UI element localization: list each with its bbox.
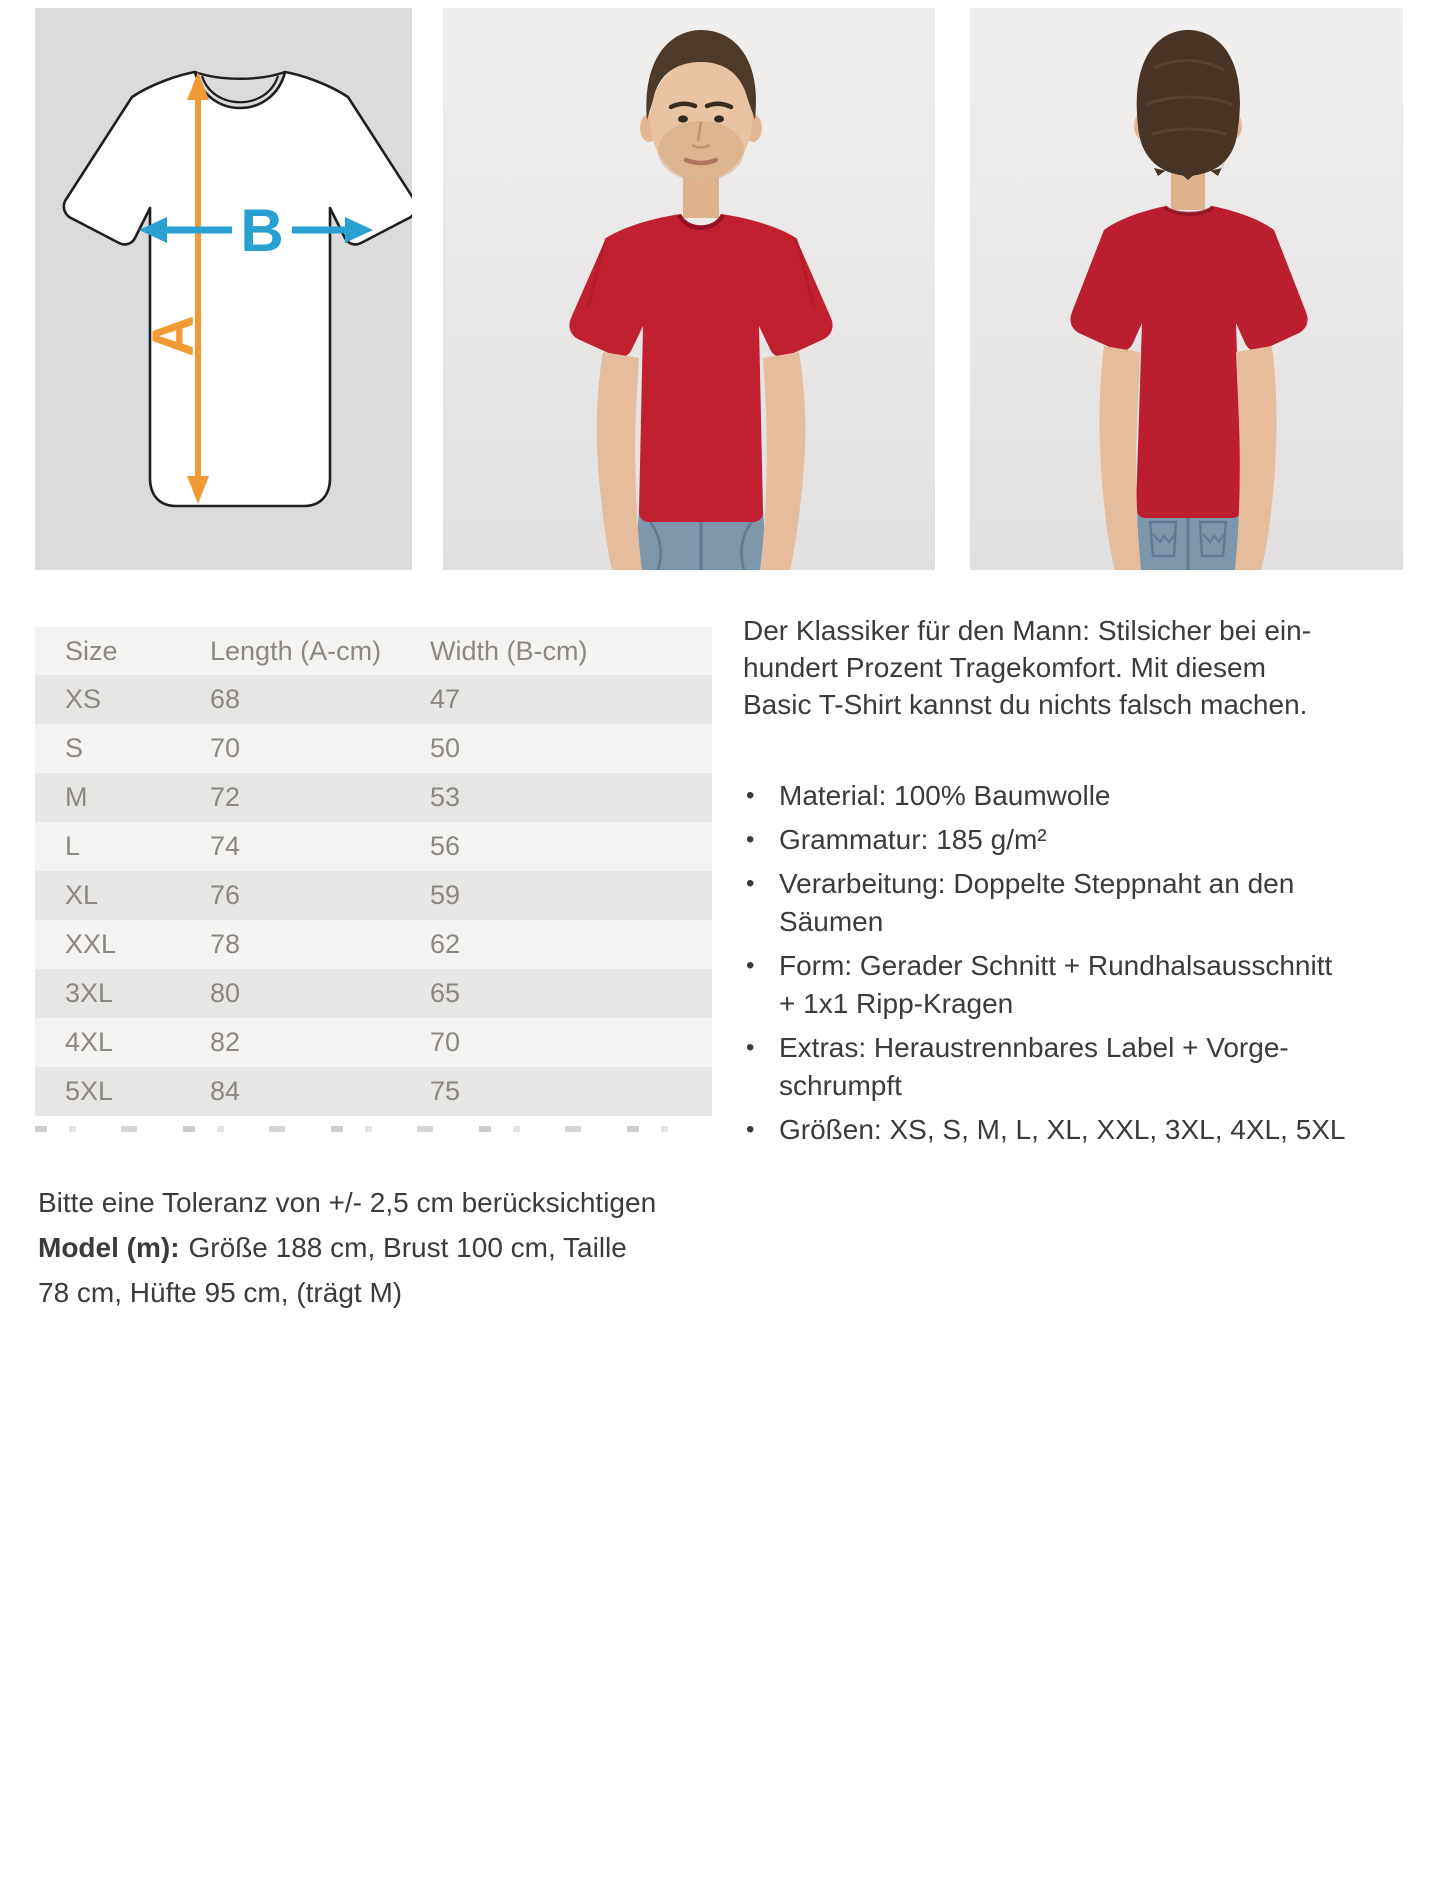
table-row bbox=[35, 822, 712, 871]
width-cell: 53 bbox=[430, 782, 461, 812]
table-row bbox=[35, 871, 712, 920]
table-row bbox=[35, 920, 712, 969]
table-cutoff-strip bbox=[35, 1126, 712, 1132]
size-cell: 4XL bbox=[65, 1027, 114, 1057]
bullet-dot: • bbox=[746, 1116, 755, 1143]
size-cell: L bbox=[65, 831, 81, 861]
bullet-dot: • bbox=[746, 952, 755, 979]
size-table-body bbox=[35, 675, 712, 1116]
label-a: A bbox=[141, 315, 206, 357]
length-cell: 68 bbox=[210, 684, 241, 714]
tolerance-note: Bitte eine Toleranz von +/- 2,5 cm berücksichtigen bbox=[38, 1187, 657, 1218]
intro-line: Der Klassiker für den Mann: Stilsicher bei ein- bbox=[743, 615, 1312, 646]
model-front-photo bbox=[443, 8, 935, 570]
bullet-text bbox=[779, 777, 1111, 815]
table-row bbox=[35, 1067, 712, 1116]
size-cell: S bbox=[65, 733, 84, 763]
intro-line: Basic T-Shirt kannst du nichts falsch machen. bbox=[743, 689, 1308, 720]
table-row bbox=[35, 675, 712, 724]
model-measurements-part1: Größe 188 cm, Brust 100 cm, Taille bbox=[188, 1232, 627, 1263]
length-cell: 80 bbox=[210, 978, 241, 1008]
width-cell: 70 bbox=[430, 1027, 461, 1057]
col-header-width: Width (B-cm) bbox=[430, 635, 588, 666]
feature-bullet-item bbox=[743, 821, 1433, 859]
size-table bbox=[35, 627, 712, 1116]
table-row bbox=[35, 724, 712, 773]
bullet-text-line: Grammatur: 185 g/m² bbox=[779, 824, 1047, 855]
front-view-model-red-tshirt bbox=[443, 8, 935, 570]
bullet-dot: • bbox=[746, 826, 755, 853]
length-cell: 82 bbox=[210, 1027, 241, 1057]
bullet-text bbox=[779, 947, 1332, 1023]
length-cell: 74 bbox=[210, 831, 241, 861]
bullet-text-line: Extras: Heraustrennbares Label + Vorge- bbox=[779, 1032, 1289, 1063]
width-cell: 65 bbox=[430, 978, 461, 1008]
size-cell: XL bbox=[65, 880, 99, 910]
feature-bullet-item bbox=[743, 1029, 1433, 1105]
col-header-size: Size bbox=[65, 635, 118, 666]
bullet-text bbox=[779, 821, 1047, 859]
feature-bullet-list bbox=[743, 777, 1433, 1149]
bullet-text-line: + 1x1 Ripp-Kragen bbox=[779, 988, 1014, 1019]
description-intro bbox=[743, 612, 1433, 723]
model-label: Model (m): bbox=[38, 1232, 180, 1263]
feature-bullet-item bbox=[743, 1111, 1433, 1149]
width-cell: 62 bbox=[430, 929, 461, 959]
model-measurements-line2: 78 cm, Hüfte 95 cm, (trägt M) bbox=[38, 1277, 403, 1308]
table-row bbox=[35, 969, 712, 1018]
table-row bbox=[35, 773, 712, 822]
size-cell: 5XL bbox=[65, 1076, 114, 1106]
back-view-model-red-tshirt bbox=[970, 8, 1403, 570]
width-cell: 75 bbox=[430, 1076, 461, 1106]
bullet-dot: • bbox=[746, 870, 755, 897]
feature-bullet-item bbox=[743, 865, 1433, 941]
bullet-text bbox=[779, 1111, 1346, 1149]
length-cell: 70 bbox=[210, 733, 241, 763]
length-cell: 78 bbox=[210, 929, 241, 959]
size-diagram-image bbox=[35, 8, 412, 570]
label-b: B bbox=[240, 197, 284, 264]
bullet-text-line: Verarbeitung: Doppelte Steppnaht an den bbox=[779, 868, 1295, 899]
tshirt-measure-diagram bbox=[35, 8, 412, 570]
col-header-length: Length (A-cm) bbox=[210, 635, 382, 666]
size-cell: XS bbox=[65, 684, 102, 714]
size-table-header bbox=[35, 627, 712, 675]
bullet-text-line: schrumpft bbox=[779, 1070, 902, 1101]
model-hair-back bbox=[1137, 30, 1240, 180]
bullet-text-line: Material: 100% Baumwolle bbox=[779, 780, 1111, 811]
length-cell: 84 bbox=[210, 1076, 241, 1106]
size-cell: XXL bbox=[65, 929, 117, 959]
bullet-dot: • bbox=[746, 782, 755, 809]
bullet-dot: • bbox=[746, 1034, 755, 1061]
size-cell: 3XL bbox=[65, 978, 114, 1008]
feature-bullet-item bbox=[743, 947, 1433, 1023]
bullet-text-line: Größen: XS, S, M, L, XL, XXL, 3XL, 4XL, 5XL bbox=[779, 1114, 1346, 1145]
length-cell: 76 bbox=[210, 880, 241, 910]
width-cell: 59 bbox=[430, 880, 461, 910]
feature-bullet-item bbox=[743, 777, 1433, 815]
length-cell: 72 bbox=[210, 782, 241, 812]
intro-line: hundert Prozent Tragekomfort. Mit diesem bbox=[743, 652, 1266, 683]
measurement-notes bbox=[38, 1180, 678, 1315]
model-measurements-line1 bbox=[38, 1225, 678, 1270]
product-description bbox=[743, 612, 1433, 1155]
width-cell: 56 bbox=[430, 831, 461, 861]
table-row bbox=[35, 1018, 712, 1067]
size-cell: M bbox=[65, 782, 88, 812]
bullet-text bbox=[779, 1029, 1289, 1105]
collar-back-line bbox=[195, 72, 285, 79]
width-cell: 50 bbox=[430, 733, 461, 763]
tshirt-outline bbox=[64, 72, 412, 506]
width-cell: 47 bbox=[430, 684, 461, 714]
bullet-text bbox=[779, 865, 1294, 941]
bullet-text-line: Säumen bbox=[779, 906, 884, 937]
model-back-photo bbox=[970, 8, 1403, 570]
bullet-text-line: Form: Gerader Schnitt + Rundhalsausschnitt bbox=[779, 950, 1333, 981]
